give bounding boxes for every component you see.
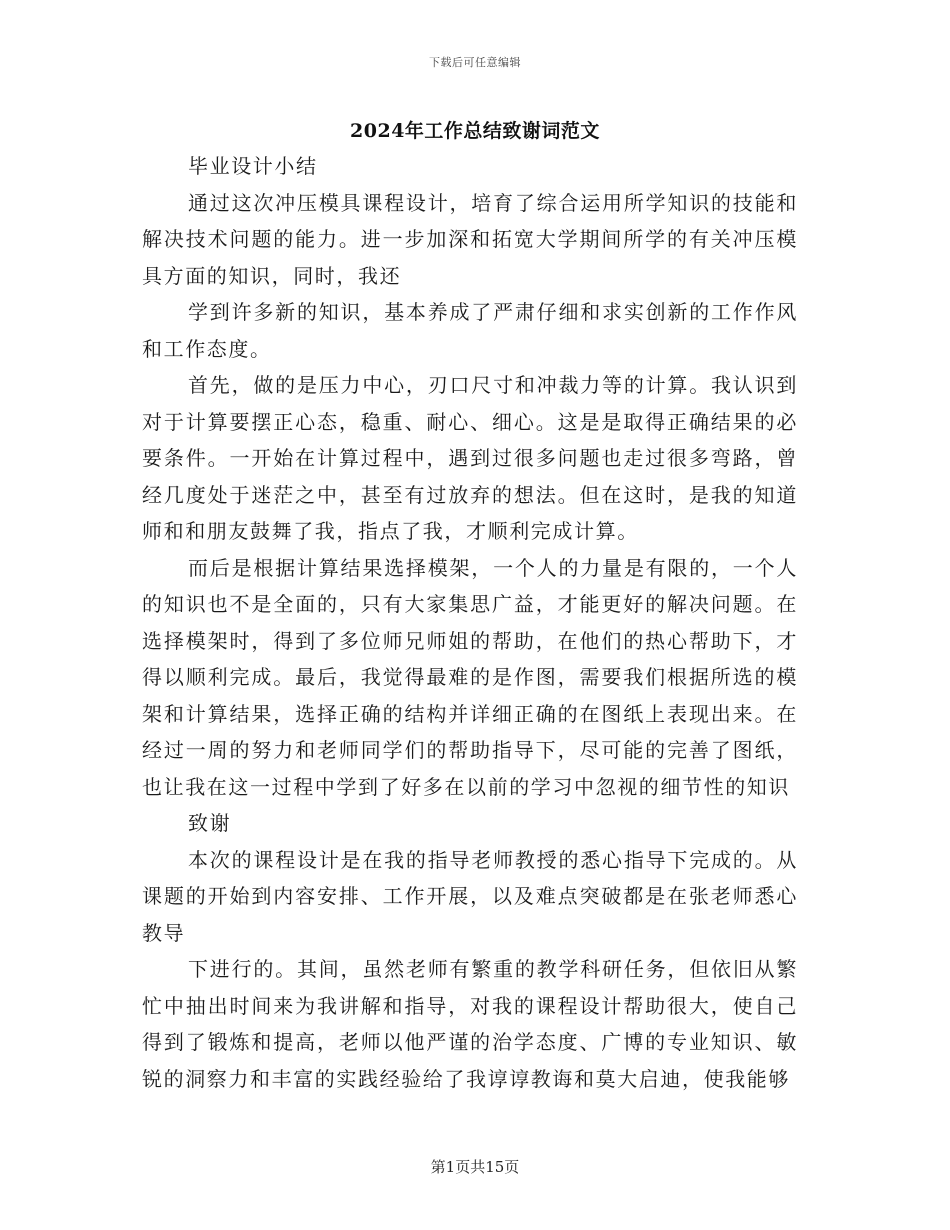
paragraph: 下进行的。其间，虽然老师有繁重的教学科研任务，但依旧从繁忙中抽出时间来为我讲解和指导，对我的课程设计帮助很大，使自己得到了锻炼和提高，老师以他严谨的治学态度、广博的专业知识、敏锐的洞察力和丰富的实践经验给了我谆谆教诲和莫大启迪，使我能够 <box>142 957 798 1091</box>
paragraph: 而后是根据计算结果选择模架，一个人的力量是有限的，一个人的知识也不是全面的，只有大家集思广益，才能更好的解决问题。在选择模架时，得到了多位师兄师姐的帮助，在他们的热心帮助下，才得以顺利完成。最后，我觉得最难的是作图，需要我们根据所选的模架和计算结果，选择正确的结构并详细正确的在图纸上表现出来。在经过一周的努力和老师同学们的帮助指导下，尽可能的完善了图纸，也让我在这一过程中学到了好多在以前的学习中忽视的细节性的知识 <box>142 555 798 799</box>
page-number: 第1页共15页 <box>430 1158 520 1176</box>
paragraph: 首先，做的是压力中心，刃口尺寸和冲裁力等的计算。我认识到对于计算要摆正心态，稳重、耐心、细心。这是是取得正确结果的必要条件。一开始在计算过程中，遇到过很多问题也走过很多弯路，曾经几度处于迷茫之中，甚至有过放弃的想法。但在这时，是我的知道师和和朋友鼓舞了我，指点了我，才顺利完成计算。 <box>142 373 798 543</box>
paragraph: 本次的课程设计是在我的指导老师教授的悉心指导下完成的。从课题的开始到内容安排、工作开展，以及难点突破都是在张老师悉心教导 <box>142 847 798 945</box>
section-heading-thanks: 致谢 <box>188 811 232 835</box>
header-note: 下载后可任意编辑 <box>429 56 521 69</box>
document-body <box>142 148 798 1097</box>
section-heading-summary: 毕业设计小结 <box>188 154 318 178</box>
paragraph: 学到许多新的知识，基本养成了严肃仔细和求实创新的工作作风和工作态度。 <box>142 300 798 361</box>
document-title: 2024年工作总结致谢词范文 <box>350 120 600 142</box>
paragraph: 通过这次冲压模具课程设计，培育了综合运用所学知识的技能和解决技术问题的能力。进一步加深和拓宽大学期间所学的有关冲压模具方面的知识，同时，我还 <box>142 190 798 288</box>
